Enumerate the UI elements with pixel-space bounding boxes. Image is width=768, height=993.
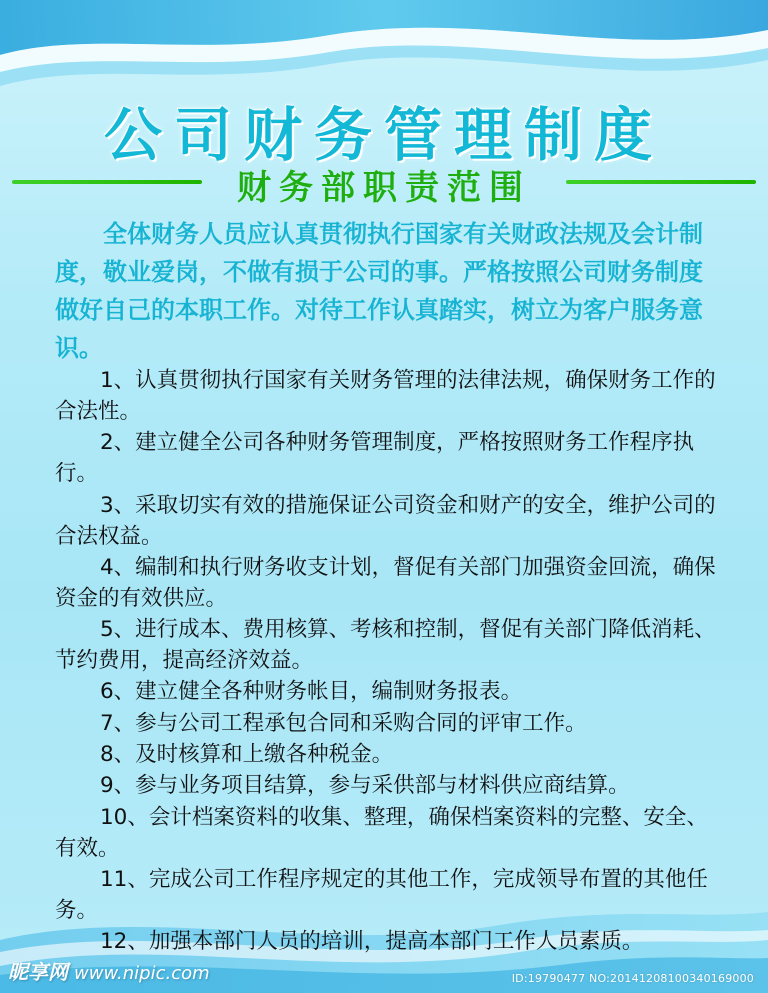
page-title: 公司财务管理制度 (103, 101, 664, 169)
subtitle-row (0, 160, 768, 208)
intro-paragraph: 全体财务人员应认真贯彻执行国家有关财政法规及会计制度，敬业爱岗，不做有损于公司的事。严格按照公司财务制度做好自己的本职工作。对待工作认真踏实，树立为客户服务意识。 (55, 220, 703, 362)
rules-list (55, 365, 725, 958)
rule-item: 10、会计档案资料的收集、整理，确保档案资料的完整、安全、有效。 (55, 804, 708, 861)
rule-item: 3、采取切实有效的措施保证公司资金和财产的安全，维护公司的合法权益。 (55, 492, 716, 549)
rule-item: 2、建立健全公司各种财务管理制度，严格按照财务工作程序执行。 (55, 430, 695, 487)
rule-item: 7、参与公司工程承包合同和采购合同的评审工作。 (100, 710, 587, 736)
rule-item: 12、加强本部门人员的培训，提高本部门工作人员素质。 (100, 929, 644, 955)
rule-item: 11、完成公司工作程序规定的其他工作，完成领导布置的其他任务。 (55, 866, 708, 923)
rule-item: 6、建立健全各种财务帐目，编制财务报表。 (100, 679, 523, 705)
rule-item: 9、参与业务项目结算，参与采供部与材料供应商结算。 (100, 773, 630, 799)
rule-item: 5、进行成本、费用核算、考核和控制，督促有关部门降低消耗、节约费用，提高经济效益。 (55, 617, 716, 674)
rule-item: 1、认真贯彻执行国家有关财务管理的法律法规，确保财务工作的合法性。 (55, 368, 716, 424)
watermark-site: www.nipic.com (74, 963, 210, 984)
rule-item: 4、编制和执行财务收支计划，督促有关部门加强资金回流，确保资金的有效供应。 (55, 554, 716, 611)
section-subtitle: 财务部职责范围 (237, 168, 531, 208)
watermark (8, 956, 210, 985)
divider-line-right (566, 180, 756, 184)
divider-line-left (12, 180, 202, 184)
rule-item: 8、及时核算和上缴各种税金。 (100, 742, 394, 768)
watermark-brand: 昵享网 (8, 960, 68, 984)
image-id-label: ID:19790477 NO:20141208100340169000 (511, 972, 754, 985)
